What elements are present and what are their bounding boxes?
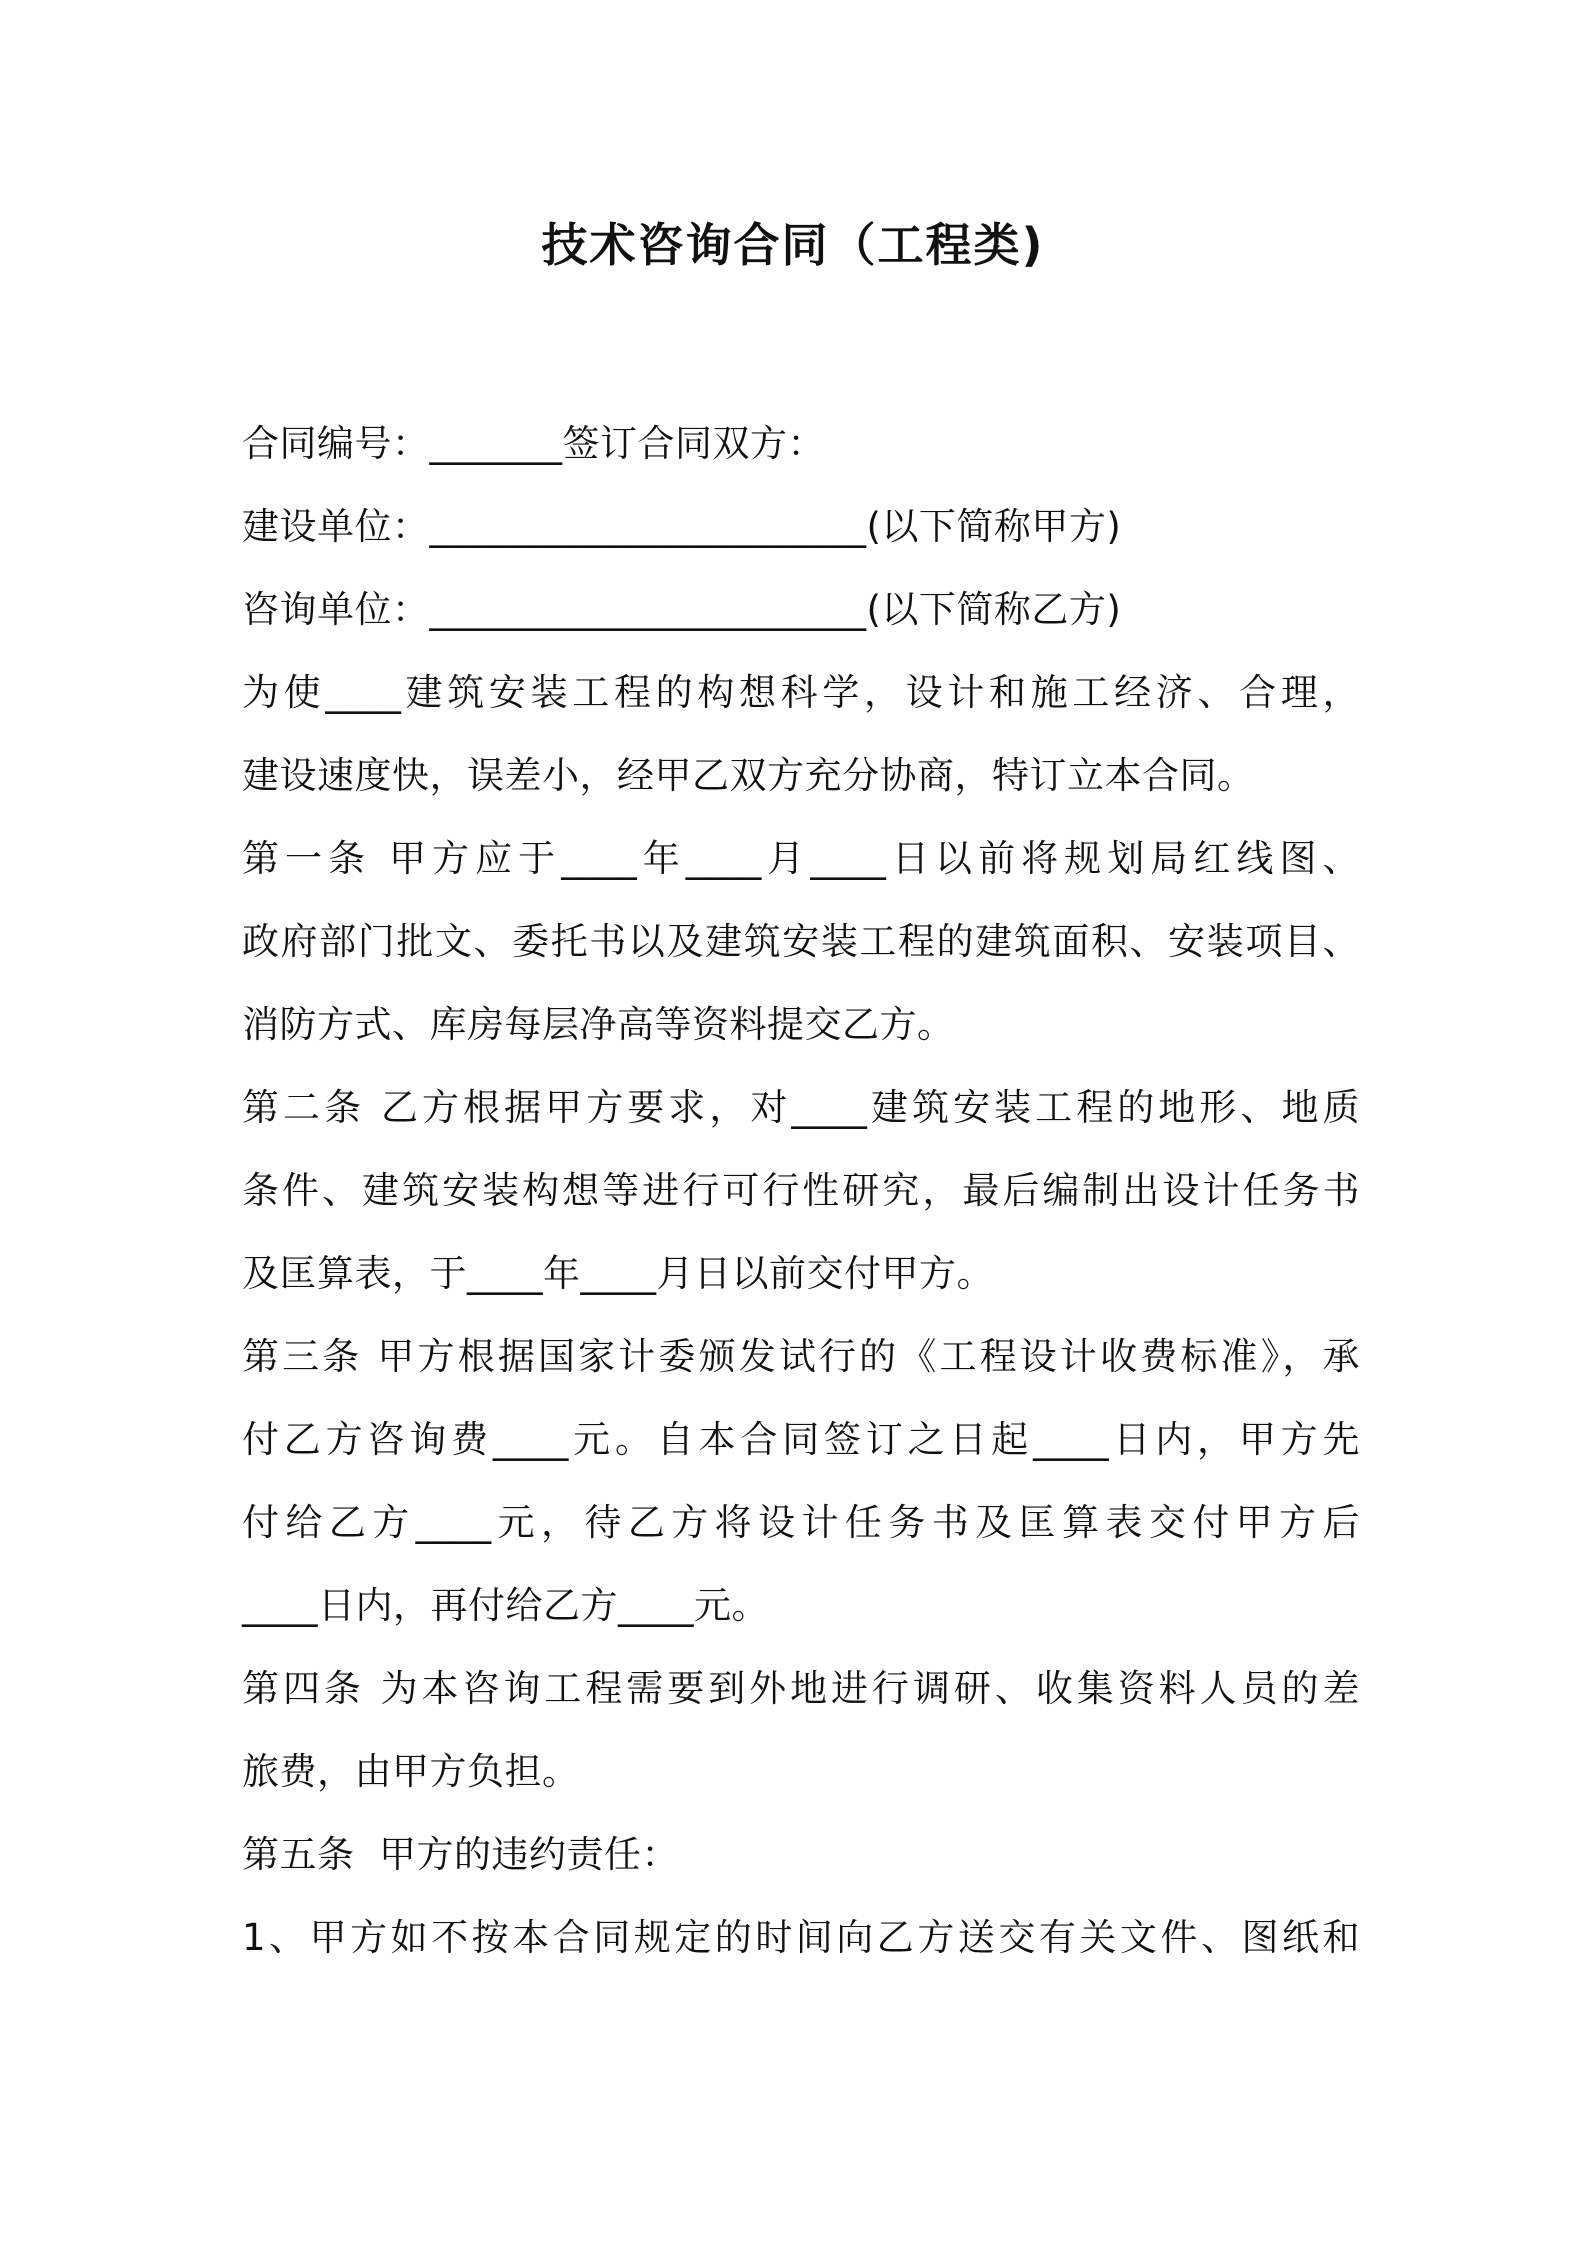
article-4-line-1: 第四条 为本咨询工程需要到外地进行调研、收集资料人员的差 bbox=[242, 1667, 1360, 1710]
article-3-line-4: ____日内，再付给乙方____元。 bbox=[242, 1584, 769, 1627]
article-5-clause-1-line-1: 1、甲方如不按本合同规定的时间向乙方送交有关文件、图纸和 bbox=[242, 1916, 1360, 1959]
article-2-line-2: 条件、建筑安装构想等进行可行性研究，最后编制出设计任务书 bbox=[242, 1169, 1360, 1212]
article-2-line-3: 及匡算表，于____年____月日以前交付甲方。 bbox=[242, 1252, 994, 1295]
document-body bbox=[242, 402, 1360, 1979]
consulting-unit-line: 咨询单位：_______________________(以下简称乙方) bbox=[242, 588, 1122, 631]
article-1-line-1: 第一条 甲方应于____年____月____日以前将规划局红线图、 bbox=[242, 837, 1360, 880]
document-title: 技术咨询合同（工程类) bbox=[541, 218, 1045, 272]
article-3-line-3: 付给乙方____元，待乙方将设计任务书及匡算表交付甲方后 bbox=[242, 1501, 1360, 1544]
article-3-line-1: 第三条 甲方根据国家计委颁发试行的《工程设计收费标准》，承 bbox=[242, 1335, 1360, 1378]
preamble-line-1: 为使____建筑安装工程的构想科学，设计和施工经济、合理， bbox=[242, 671, 1360, 714]
contract-number-line: 合同编号：_______签订合同双方： bbox=[242, 422, 825, 465]
article-1-line-2: 政府部门批文、委托书以及建筑安装工程的建筑面积、安装项目、 bbox=[242, 920, 1360, 963]
article-4-line-2: 旅费，由甲方负担。 bbox=[242, 1750, 580, 1793]
article-3-line-2: 付乙方咨询费____元。自本合同签订之日起____日内，甲方先 bbox=[242, 1418, 1360, 1461]
article-1-line-3: 消防方式、库房每层净高等资料提交乙方。 bbox=[242, 1003, 955, 1046]
article-5-heading: 第五条 甲方的违约责任： bbox=[242, 1833, 680, 1876]
article-2-line-1: 第二条 乙方根据甲方要求，对____建筑安装工程的地形、地质 bbox=[242, 1086, 1360, 1129]
construction-unit-line: 建设单位：_______________________(以下简称甲方) bbox=[242, 505, 1122, 548]
preamble-line-2: 建设速度快，误差小，经甲乙双方充分协商，特订立本合同。 bbox=[242, 754, 1255, 797]
